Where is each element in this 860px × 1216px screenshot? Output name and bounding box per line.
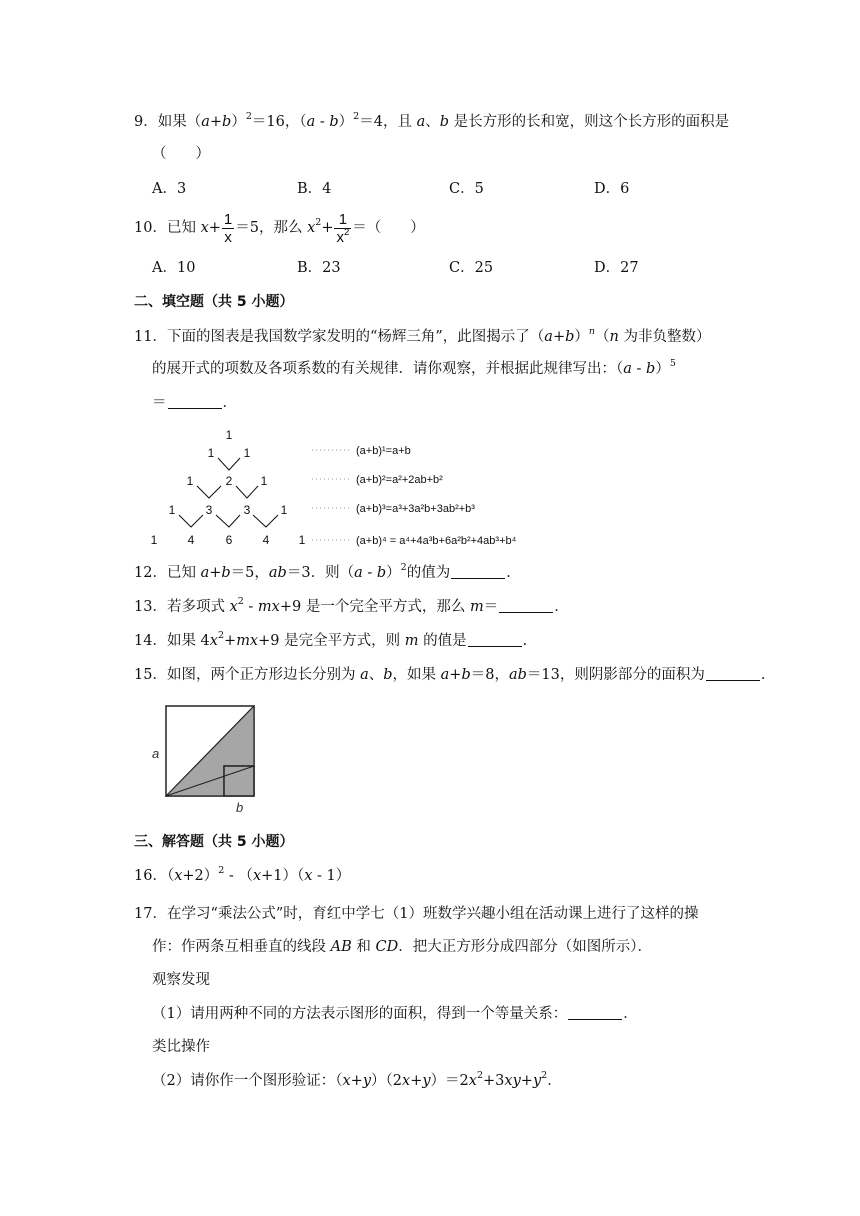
question-number: 16． <box>134 868 167 884</box>
coefficient: 6 <box>225 533 233 547</box>
option-b: B．4 <box>297 181 332 197</box>
question-17-part-1: （1）请用两种不同的方法表示图形的面积，得到一个等量关系： ． <box>152 1006 638 1022</box>
question-14: 14．如果 $4x^2+mx+9$ 是完全平方式，则 m 的值是 ． <box>134 630 538 649</box>
coefficient: 1 <box>243 446 251 460</box>
question-11-line-2: 的展开式的项数及各项系数的有关规律．请你观察，并根据此规律写出：（a - b）$^5$ <box>152 358 676 377</box>
coefficient: 1 <box>298 533 306 547</box>
question-number: 13． <box>134 599 167 615</box>
label-a: a <box>152 746 160 761</box>
coefficient: 3 <box>205 503 213 517</box>
question-11: 11．下面的图表是我国数学家发明的“杨辉三角”，此图揭示了$(a+b)^n(n$ 为非负整数） <box>134 326 711 345</box>
option-a: A．10 <box>152 260 196 276</box>
answer-blank[interactable] <box>451 564 505 579</box>
fraction-1-over-x-squared: $\frac{1}{x^2}$ <box>336 210 350 246</box>
option-d: D．6 <box>594 181 630 197</box>
answer-blank[interactable] <box>168 394 222 409</box>
triangle-numbers <box>151 428 306 547</box>
coefficient: 2 <box>225 474 233 488</box>
question-number: 11． <box>134 329 167 345</box>
section-heading-solve: 三、解答题（共 5 小题） <box>134 834 294 850</box>
option-d: D．27 <box>594 260 639 276</box>
question-16: 16．$(x+2)^2 - (x+1)(x - 1)$ <box>134 865 351 884</box>
coefficient: 4 <box>187 533 195 547</box>
label-b: b <box>236 800 244 814</box>
coefficient: 1 <box>168 503 176 517</box>
coefficient: 3 <box>243 503 251 517</box>
coefficient: 1 <box>280 503 288 517</box>
option-a: A．3 <box>152 181 187 197</box>
question-number: 12． <box>134 565 167 581</box>
question-12: 12．已知 a+b＝5，ab＝3．则（a - b）$^2$的值为 ． <box>134 562 521 581</box>
subheading-analogy: 类比操作 <box>152 1039 210 1055</box>
option-c: C．25 <box>449 260 494 276</box>
question-13: 13．若多项式 $x^2 - mx+9$ 是一个完全平方式，那么 m＝ ． <box>134 596 569 615</box>
answer-blank[interactable] <box>706 666 760 681</box>
question-number: 10． <box>134 220 167 236</box>
section-heading-fill-in: 二、填空题（共 5 小题） <box>134 294 294 310</box>
fraction-1-over-x: $\frac{1}{x}$ <box>223 210 233 246</box>
two-squares-figure <box>148 700 266 814</box>
coefficient: 1 <box>225 428 233 442</box>
answer-blank[interactable] <box>568 1005 622 1020</box>
subheading-observe: 观察发现 <box>152 972 210 988</box>
question-9-answer-paren: （ ） <box>152 146 210 162</box>
yang-hui-triangle-figure <box>140 422 560 554</box>
coefficient: 1 <box>207 446 215 460</box>
coefficient: 1 <box>150 533 158 547</box>
expansion-row: (a+b)¹=a+b <box>356 445 411 457</box>
question-17-part-2: （2）请你作一个图形验证：$(x+y)(2x+y)=2x^2+3xy+y^2$． <box>152 1070 562 1089</box>
option-b: B．23 <box>297 260 341 276</box>
coefficient: 1 <box>186 474 194 488</box>
triangle-connectors <box>179 458 278 527</box>
question-17-line-2: 作：作两条互相垂直的线段 AB 和 CD．把大正方形分成四部分（如图所示）． <box>152 939 652 955</box>
option-c: C．5 <box>449 181 484 197</box>
question-9: 9．如果$(a+b)^2=16$，（a - b）$^2$＝4，且 a、b 是长方形的长和宽，则这个长方形的面积是 <box>134 111 730 130</box>
coefficient: 1 <box>260 474 268 488</box>
question-number: 15． <box>134 667 167 683</box>
question-number: 17． <box>134 906 167 922</box>
expansion-row: (a+b)³=a³+3a²b+3ab²+b³ <box>356 503 475 515</box>
expansion-row: (a+b)²=a²+2ab+b² <box>356 474 443 486</box>
answer-blank[interactable] <box>468 632 522 647</box>
coefficient: 4 <box>262 533 270 547</box>
question-number: 14． <box>134 633 167 649</box>
expansion-row: (a+b)⁴ = a⁴+4a³b+6a²b²+4ab³+b⁴ <box>356 535 517 547</box>
dotted-leaders <box>312 450 352 540</box>
expansions <box>356 445 517 547</box>
question-11-line-3: ＝ ． <box>152 395 237 411</box>
small-square <box>224 766 254 796</box>
question-17: 17．在学习“乘法公式”时，育红中学七（1）班数学兴趣小组在活动课上进行了这样的操 <box>134 906 699 922</box>
question-10: 10．已知 x+ $\frac{1}{x}$ ＝5，那么 $x^2+$ $\frac{1}{x^2}$ ＝（ ） <box>134 210 425 246</box>
question-15: 15．如图，两个正方形边长分别为 a、b，如果 a+b＝8，ab＝13，则阴影部分的面积为 ． <box>134 667 776 683</box>
question-number: 9． <box>134 114 158 130</box>
answer-blank[interactable] <box>499 598 553 613</box>
